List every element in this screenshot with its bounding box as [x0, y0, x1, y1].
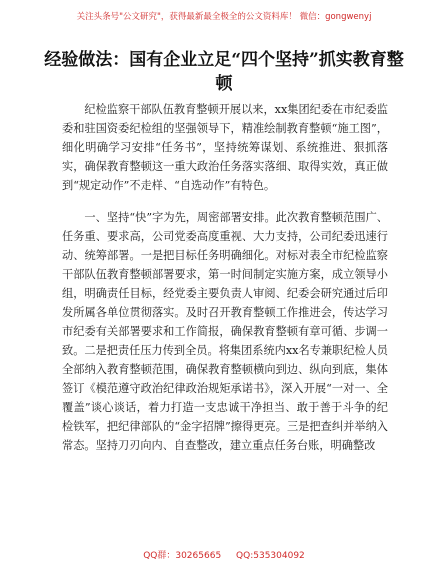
qq-text: QQ:535304092 — [236, 551, 305, 561]
promo-banner: 关注头条号"公文研究"，获得最新最全极全的公文资料库！ 微信：gongwenyj — [76, 12, 372, 22]
contact-footer — [0, 548, 448, 561]
paragraph-section-one: 一、坚持“快”字为先，周密部署安排。此次教育整顿范围广、任务重、要求高，公司党委高度重视、大力支持，公司纪委迅速行动、统筹部署。一是把目标任务明确细化。对标对表全市纪检监察干部队伍教育整顿部署要求，第一时间制定实施方案，成立领导小组，明确责任目标，经党委主要负责人审阅、纪委会研究通过后印发所属各单位贯彻落实。及时召开教育整顿工作推进会，传达学习市纪委有关部署要求和工作简报，确保教育整顿有章可循、步调一致。二是把责任压力传到全员。将集团系统内xx名专兼职纪检人员全部纳入教育整顿范围，确保教育整顿横向到边、纵向到底，集体签订《模范遵守政治纪律政治规矩承诺书》，深入开展“一对一、全覆盖”谈心谈话，着力打造一支忠诚干净担当、敢于善于斗争的纪检铁军，把纪律部队的“金字招牌”擦得更亮。三是把查纠并举纳入常态。坚持刀刃向内、自查整改，建立重点任务台账，明确整改 — [62, 211, 388, 452]
document-body — [62, 100, 388, 468]
paragraph-intro: 纪检监察干部队伍教育整顿开展以来，xx集团纪委在市纪委监委和驻国资委纪检组的坚强领导下，精准绘制教育整顿“施工图”，细化明确学习安排“任务书”，坚持统筹谋划、系统推进、狠抓落实，确保教育整顿这一重大政治任务落实落细、取得实效，真正做到“规定动作”不走样、“自选动作”有特色。 — [62, 103, 388, 192]
document-title: 经验做法：国有企业立足“四个坚持”抓实教育整顿 — [44, 50, 404, 94]
qq-group-text: QQ群：30265665 — [143, 551, 222, 561]
